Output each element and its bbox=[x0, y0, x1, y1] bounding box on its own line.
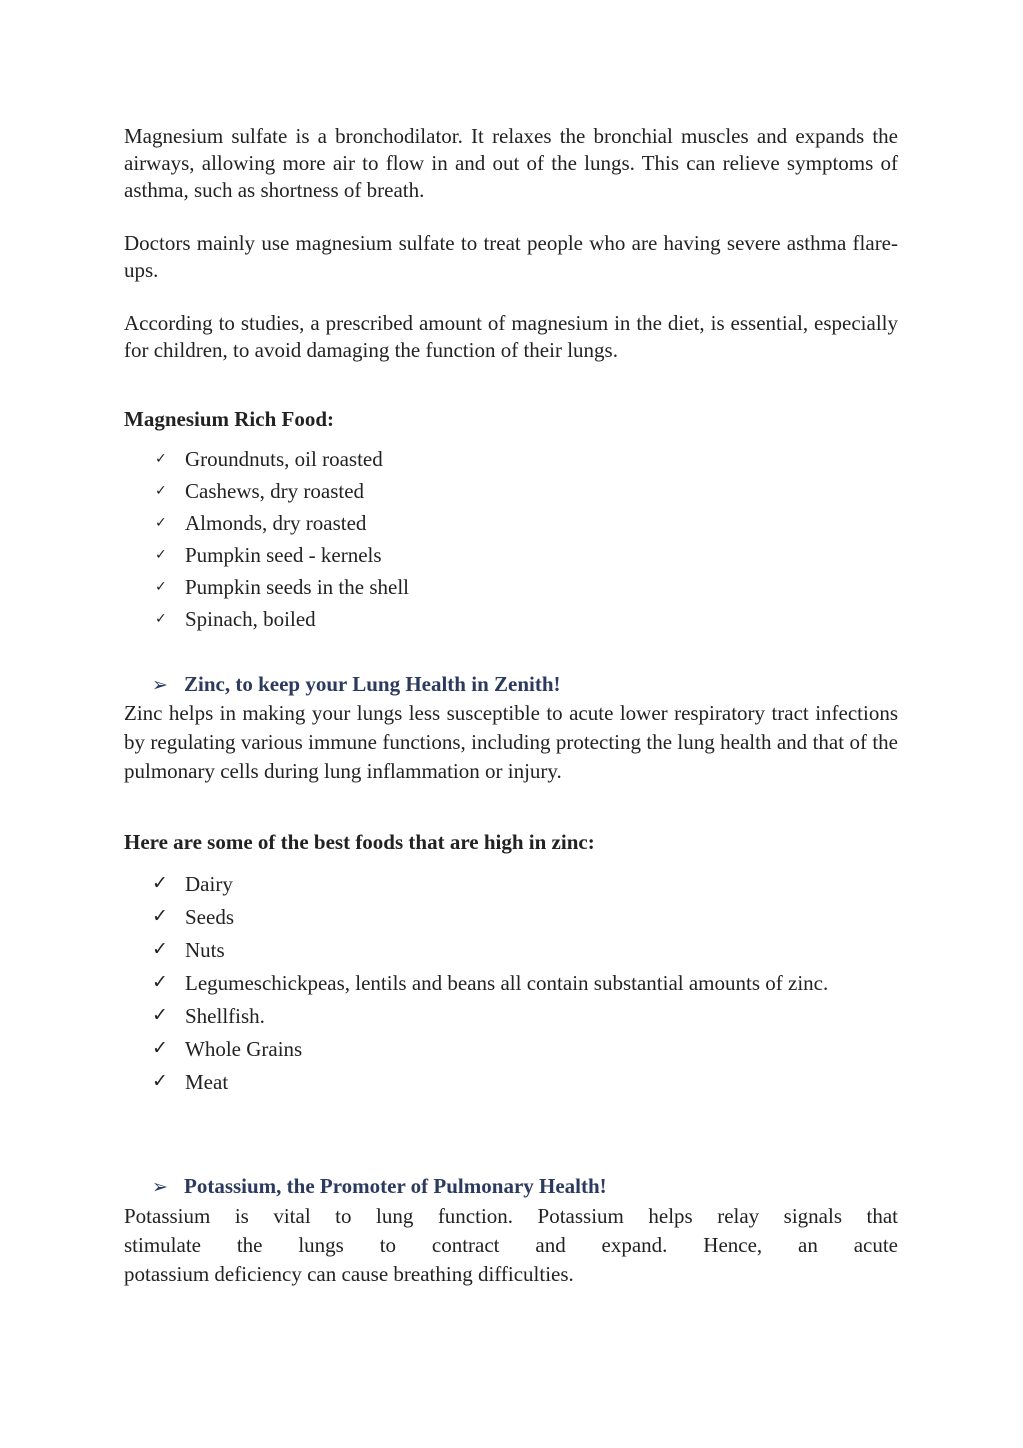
paragraph-bronchodilator: Magnesium sulfate is a bronchodilator. It relaxes the bronchial muscles and expands the airways, allowing more air to flow in and out of the lungs. This can relieve symptoms of asthma, such as shortness of breath. bbox=[124, 124, 898, 202]
list-item bbox=[0, 871, 898, 897]
list-item bbox=[0, 937, 898, 963]
check-icon: ✓ bbox=[152, 1070, 168, 1092]
check-icon: ✓ bbox=[152, 872, 168, 894]
list-item-label: Legumeschickpeas, lentils and beans all contain substantial amounts of zinc. bbox=[185, 971, 829, 995]
list-item-label: Shellfish. bbox=[185, 1004, 265, 1028]
list-item bbox=[0, 446, 898, 478]
check-icon: ✓ bbox=[155, 451, 167, 467]
list-item-label: Pumpkin seed - kernels bbox=[185, 543, 382, 567]
list-item bbox=[0, 970, 898, 996]
list-item bbox=[0, 1069, 898, 1095]
potassium-body-line-1: Potassium is vital to lung function. Potassium helps relay signals that bbox=[124, 1204, 898, 1228]
list-item bbox=[0, 606, 898, 638]
potassium-body-line-3: potassium deficiency can cause breathing difficulties. bbox=[124, 1262, 574, 1286]
check-icon: ✓ bbox=[155, 547, 167, 563]
potassium-heading-text: Potassium, the Promoter of Pulmonary Health! bbox=[184, 1174, 607, 1198]
list-item bbox=[0, 478, 898, 510]
check-icon: ✓ bbox=[152, 1037, 168, 1059]
check-icon: ✓ bbox=[152, 971, 168, 993]
list-item bbox=[0, 574, 898, 606]
list-item bbox=[0, 1036, 898, 1062]
check-icon: ✓ bbox=[152, 938, 168, 960]
check-icon: ✓ bbox=[152, 1004, 168, 1026]
check-icon: ✓ bbox=[155, 611, 167, 627]
list-item-label: Pumpkin seeds in the shell bbox=[185, 575, 409, 599]
magnesium-heading: Magnesium Rich Food: bbox=[124, 407, 334, 431]
list-item-label: Seeds bbox=[185, 905, 234, 929]
potassium-body-line-2: stimulate the lungs to contract and expand. Hence, an acute bbox=[124, 1233, 898, 1257]
zinc-heading-text: Zinc, to keep your Lung Health in Zenith! bbox=[184, 672, 561, 696]
check-icon: ✓ bbox=[155, 515, 167, 531]
list-item-label: Groundnuts, oil roasted bbox=[185, 447, 383, 471]
zinc-foods-heading: Here are some of the best foods that are high in zinc: bbox=[124, 830, 595, 854]
list-item bbox=[0, 542, 898, 574]
check-icon: ✓ bbox=[155, 579, 167, 595]
zinc-food-list bbox=[0, 871, 1023, 1102]
list-item-label: Whole Grains bbox=[185, 1037, 303, 1061]
arrow-bullet-icon: ➢ bbox=[152, 1176, 168, 1198]
magnesium-food-list bbox=[0, 446, 1023, 638]
list-item bbox=[0, 510, 898, 542]
list-item-label: Spinach, boiled bbox=[185, 607, 316, 631]
zinc-body: Zinc helps in making your lungs less susceptible to acute lower respiratory tract infections by regulating various immune functions, including protecting the lung health and that of the pulmonary cells during lung inflammation or injury. bbox=[124, 701, 898, 783]
check-icon: ✓ bbox=[152, 905, 168, 927]
arrow-bullet-icon: ➢ bbox=[152, 674, 168, 696]
list-item-label: Cashews, dry roasted bbox=[185, 479, 365, 503]
list-item-label: Almonds, dry roasted bbox=[185, 511, 367, 535]
list-item bbox=[0, 904, 898, 930]
paragraph-asthma-flare-ups: Doctors mainly use magnesium sulfate to treat people who are having severe asthma flare-ups. bbox=[124, 231, 898, 282]
paragraph-studies: According to studies, a prescribed amount of magnesium in the diet, is essential, especially for children, to avoid damaging the function of their lungs. bbox=[124, 311, 898, 362]
list-item-label: Nuts bbox=[185, 938, 225, 962]
zinc-section-heading bbox=[152, 670, 561, 699]
list-item-label: Dairy bbox=[185, 872, 233, 896]
potassium-section-heading bbox=[152, 1172, 607, 1201]
check-icon: ✓ bbox=[155, 483, 167, 499]
list-item-label: Meat bbox=[185, 1070, 229, 1094]
list-item bbox=[0, 1003, 898, 1029]
